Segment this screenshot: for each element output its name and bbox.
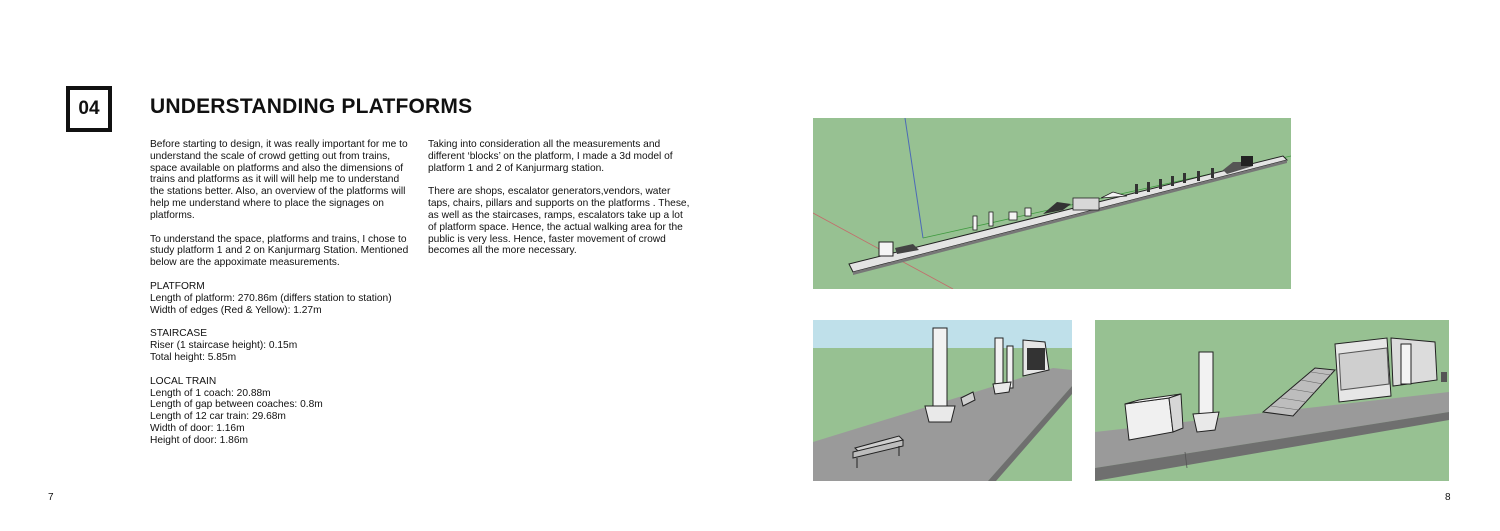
platform-staircase-figure [1095, 320, 1449, 481]
spec-line: Total height: 5.85m [150, 351, 237, 363]
spec-line: Length of 12 car train: 29.68m [150, 411, 286, 423]
spec-line: Height of door: 1.86m [150, 434, 248, 446]
spec-line: Width of door: 1.16m [150, 422, 245, 434]
page-title: UNDERSTANDING PLATFORMS [150, 95, 473, 118]
spec-line: Riser (1 staircase height): 0.15m [150, 340, 298, 352]
page-number-left: 7 [48, 492, 54, 503]
section-number-box [66, 86, 112, 132]
local-train-specs [150, 376, 412, 447]
text-column-left [150, 139, 412, 459]
platform-pillars-figure [813, 320, 1072, 481]
page-number-right: 8 [1445, 492, 1451, 503]
spec-line: Length of platform: 270.86m (differs station to station) [150, 292, 392, 304]
spec-heading: PLATFORM [150, 280, 205, 292]
spec-heading: STAIRCASE [150, 328, 207, 340]
spec-heading: LOCAL TRAIN [150, 375, 217, 387]
spec-line: Length of gap between coaches: 0.8m [150, 399, 323, 411]
text-column-right [428, 139, 690, 269]
spec-line: Width of edges (Red & Yellow): 1.27m [150, 304, 322, 316]
model-paragraph: Taking into consideration all the measurements and different ‘blocks’ on the platform, I made a 3d model of platform 1 and 2 of Kanjurmarg station. [428, 139, 673, 174]
platform-overview-illustration [813, 118, 1291, 289]
platform-specs [150, 281, 412, 316]
platform-pillars-illustration [813, 320, 1072, 481]
intro-paragraph: Before starting to design, it was really important for me to understand the scale of crowd getting out from trains, space available on platforms and also the dimensions of trains and platforms as it will will help me to understand the stations better. Also, an overview of the platforms will help me understand where to place the signages on platforms. [150, 139, 408, 221]
study-paragraph: To understand the space, platforms and trains, I chose to study platform 1 and 2 on Kanjurmarg Station. Mentioned below are the appoximate measurements. [150, 233, 409, 269]
section-number: 04 [78, 98, 100, 119]
staircase-specs [150, 328, 412, 363]
spec-line: Length of 1 coach: 20.88m [150, 387, 271, 399]
space-paragraph: There are shops, escalator generators,vendors, water taps, chairs, pillars and supports on the platforms . These, as well as the staircases, ramps, escalators take up a lot of platform space. Hence, the actual walking area for the public is very less. Hence, faster movement of crowd becomes all the more necessary. [428, 186, 690, 257]
platform-staircase-illustration [1095, 320, 1449, 481]
platform-model-overview-figure [813, 118, 1291, 289]
